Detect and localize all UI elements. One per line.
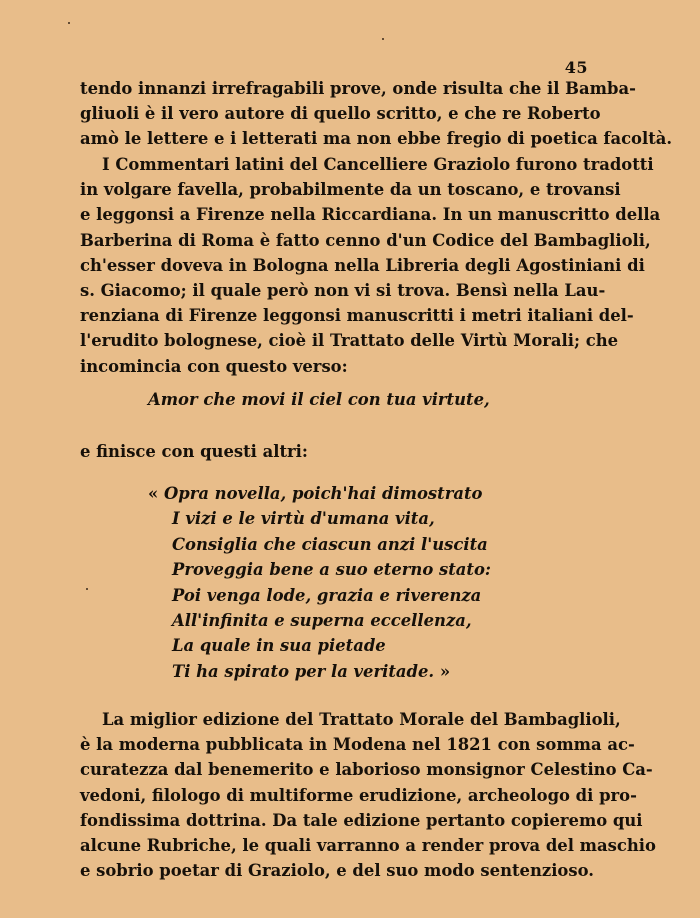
paragraph-2 (80, 152, 661, 379)
poem-line: Proveggia bene a suo eterno stato: (172, 560, 491, 580)
text-line: è la moderna pubblicata in Modena nel 1821 con somma ac- (80, 735, 635, 755)
paragraph-1 (80, 76, 673, 152)
poem-line: Poi venga lode, grazia e riverenza (172, 585, 482, 605)
text-line: curatezza dal benemerito e laborioso monsignor Celestino Ca- (80, 760, 653, 780)
paragraph-3 (80, 707, 656, 883)
text-line: incomincia con questo verso: (80, 356, 348, 376)
text-line: renziana di Firenze leggonsi manuscritti i metri italiani del- (80, 306, 634, 326)
page-number: 45 (564, 58, 588, 77)
text-line: e sobrio poetar di Graziolo, e del suo modo sentenzioso. (80, 861, 594, 881)
poem-line (148, 481, 491, 506)
closing-quote: » (439, 661, 451, 681)
text-line: alcune Rubriche, le quali varranno a render prova del maschio (80, 835, 656, 855)
poem-stanza (148, 481, 491, 684)
paper-speck (86, 588, 88, 590)
quoted-verse: Amor che movi il ciel con tua virtute, (148, 390, 490, 409)
opening-quote: « (148, 484, 159, 503)
poem-line: La quale in sua pietade (172, 636, 386, 656)
text-line: l'erudito bolognese, cioè il Trattato delle Virtù Morali; che (80, 331, 619, 351)
text-line: in volgare favella, probabilmente da un toscano, e trovansi (80, 180, 621, 200)
text-line: Barberina di Roma è fatto cenno d'un Codice del Bambaglioli, (80, 230, 651, 250)
text-line: ch'esser doveva in Bologna nella Libreria degli Agostiniani di (80, 255, 645, 275)
poem-line-text: Opra novella, poich'hai dimostrato (163, 484, 483, 503)
text-line: I Commentari latini del Cancelliere Graziolo furono tradotti (102, 155, 654, 174)
text-line: vedoni, filologo di multiforme erudizione, archeologo di pro- (80, 785, 637, 805)
text-line: tendo innanzi irrefragabili prove, onde risulta che il Bamba- (80, 79, 636, 98)
text-line: amò le lettere e i letterati ma non ebbe fregio di poetica facoltà. (80, 129, 673, 149)
text-line: e leggonsi a Firenze nella Riccardiana. In un manuscritto della (80, 205, 661, 225)
poem-line: All'infinita e superna eccellenza, (172, 610, 472, 630)
poem-line: Consiglia che ciascun anzi l'uscita (172, 534, 488, 554)
paper-speck (382, 38, 384, 40)
poem-line (148, 659, 491, 684)
poem-line: I vizi e le virtù d'umana vita, (172, 509, 435, 529)
paper-speck (68, 22, 70, 24)
text-line: s. Giacomo; il quale però non vi si trova. Bensì nella Lau- (80, 280, 606, 300)
text-line: fondissima dottrina. Da tale edizione pertanto copieremo qui (80, 810, 643, 830)
text-line: gliuoli è il vero autore di quello scritto, e che re Roberto (80, 104, 601, 124)
poem-line-text: Ti ha spirato per la veritade. (172, 661, 435, 681)
text-line: La miglior edizione del Trattato Morale del Bambaglioli, (102, 710, 621, 729)
intro-line: e finisce con questi altri: (80, 442, 308, 461)
